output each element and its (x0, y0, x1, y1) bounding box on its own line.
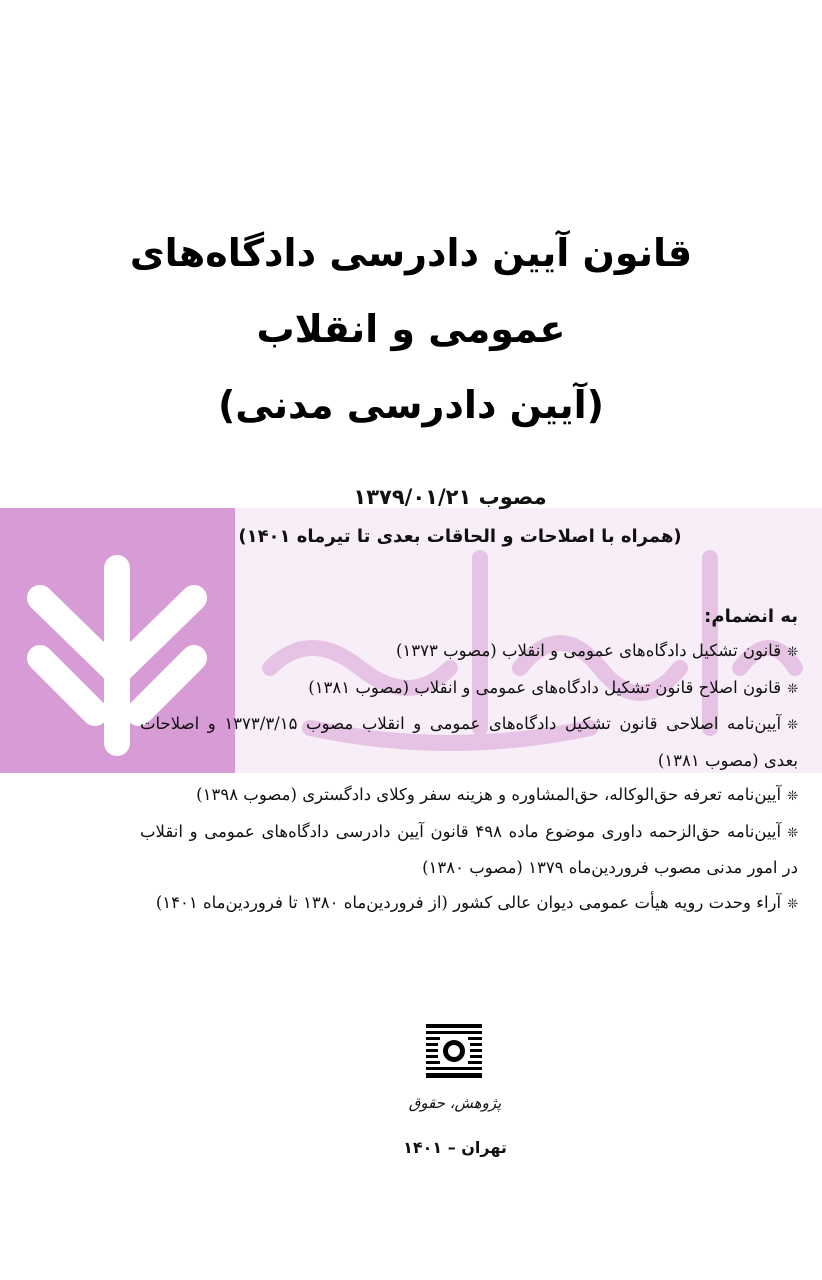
annex-item-text: آیین‌نامه اصلاحی قانون تشکیل دادگاه‌های عمومی و انقلاب مصوب ۱۳۷۳/۳/۱۵ و اصلاحات بعدی (مصوب ۱۳۸۱) (140, 714, 798, 770)
list-item (140, 634, 798, 671)
asterisk-bullet-icon: ❊ (787, 645, 798, 660)
asterisk-bullet-icon: ❊ (787, 681, 798, 697)
book-title (60, 215, 762, 443)
list-item (140, 671, 798, 708)
annex-section (140, 602, 798, 922)
publisher-name: پژوهش، حقوق (408, 1094, 502, 1112)
annex-heading: به انضمام: (704, 606, 798, 627)
list-item (140, 778, 798, 815)
title-line-3: (آیین دادرسی مدنی) (217, 383, 605, 427)
annex-item-text: قانون اصلاح قانون تشکیل دادگاه‌های عمومی و انقلاب (مصوب ۱۳۸۱) (308, 677, 782, 697)
annex-item-text: آیین‌نامه حق‌الزحمه داوری موضوع ماده ۴۹۸ قانون آیین دادرسی دادگاه‌های عمومی و انقلاب در امور مدنی مصوب فروردین‌ماه ۱۳۷۹ (مصوب ۱۳۸۰) (140, 821, 798, 877)
annex-item-text: قانون تشکیل دادگاه‌های عمومی و انقلاب (مصوب ۱۳۷۳) (395, 641, 782, 660)
annex-item-text: آیین‌نامه تعرفه حق‌الوکاله، حق‌المشاوره و هزینه سفر وکلای دادگستری (مصوب ۱۳۹۸) (196, 785, 782, 804)
list-item (140, 815, 798, 886)
asterisk-bullet-icon: ❊ (787, 825, 798, 841)
imprint-city-year: تهران – ۱۴۰۱ (403, 1138, 507, 1157)
title-line-1: قانون آیین دادرسی دادگاه‌های (129, 231, 693, 275)
asterisk-bullet-icon: ❊ (787, 789, 798, 804)
asterisk-bullet-icon: ❊ (787, 718, 798, 733)
amendments-note: (همراه با اصلاحات و الحاقات بعدی تا تیرماه ۱۴۰۱) (238, 526, 682, 547)
publisher-logo-icon (424, 1022, 484, 1080)
list-item (140, 707, 798, 778)
list-item (140, 886, 798, 923)
asterisk-bullet-icon: ❊ (787, 896, 798, 912)
approval-date: مصوب ۱۳۷۹/۰۱/۲۱ (353, 485, 547, 509)
title-line-2: عمومی و انقلاب (256, 307, 566, 351)
annex-item-text: آراء وحدت رویه هیأت عمومی دیوان عالی کشور (از فروردین‌ماه ۱۳۸۰ تا فروردین‌ماه ۱۴۰۱) (155, 892, 782, 912)
annex-list (140, 634, 798, 922)
